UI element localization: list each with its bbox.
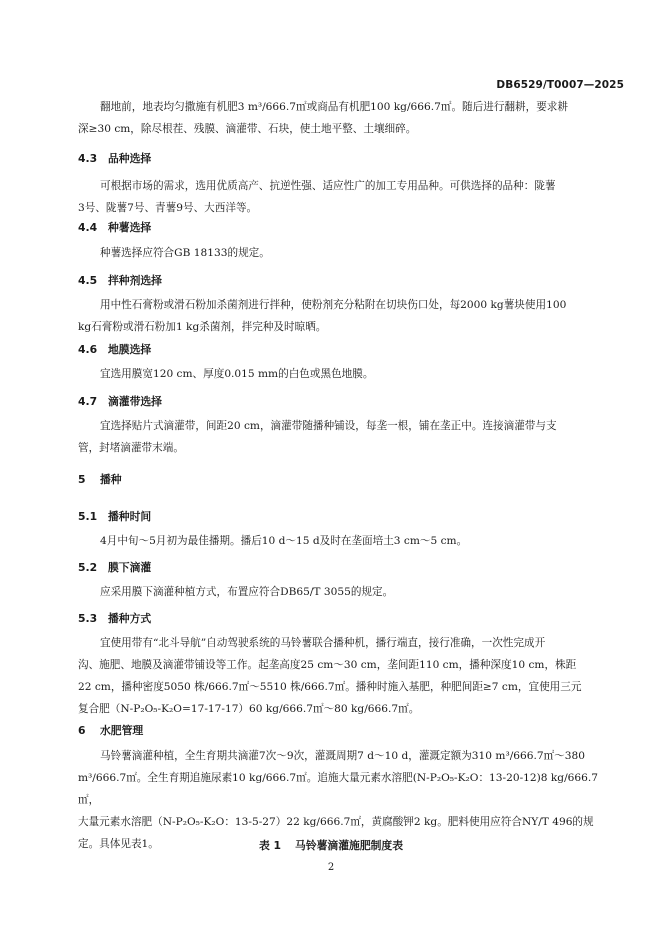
section-5-heading xyxy=(78,472,122,487)
section-4-6-heading xyxy=(78,342,151,357)
text-line: 大量元素水溶肥（N-P₂O₅-K₂O：13-5-27）22 kg/666.7㎡，黄腐酸钾2 kg。肥料使用应符合NY/T 496的规 xyxy=(78,816,594,828)
text-line: 马铃薯滴灌种植，全生育期共滴灌7次～9次，灌溉周期7 d～10 d，灌溉定额为310 m³/666.7㎡～380 xyxy=(100,750,585,762)
text-line: 沟、施肥、地膜及滴灌带铺设等工作。起垄高度25 cm～30 cm，垄间距110 cm，播种深度10 cm，株距 xyxy=(78,659,577,671)
section-title: 滴灌带选择 xyxy=(108,395,162,408)
section-4-7-heading xyxy=(78,394,162,409)
section-4-3-heading xyxy=(78,151,151,166)
section-title: 地膜选择 xyxy=(108,343,152,356)
section-title: 播种 xyxy=(100,473,122,486)
table-caption xyxy=(0,838,662,853)
section-title: 膜下滴灌 xyxy=(108,561,152,574)
section-number: 4.5 xyxy=(78,274,98,287)
table-number: 表 1 xyxy=(258,839,282,852)
section-4-5-heading xyxy=(78,273,162,288)
section-number: 4.4 xyxy=(78,221,98,234)
text-line: m³/666.7㎡。全生育期追施尿素10 kg/666.7㎡。追施大量元素水溶肥(N-P₂O₅-K₂O：13-20-12)8 kg/666.7㎡， xyxy=(78,772,598,806)
document-id: DB6529/T0007—2025 xyxy=(496,79,624,91)
section-number: 4.6 xyxy=(78,343,98,356)
section-5-3-body xyxy=(78,632,598,720)
section-number: 5.1 xyxy=(78,510,98,523)
text-line: 管，封堵滴灌带末端。 xyxy=(78,442,184,454)
text-line: 22 cm，播种密度5050 株/666.7㎡～5510 株/666.7㎡。播种时施入基肥，种肥间距≥7 cm，宜使用三元 xyxy=(78,681,582,693)
text-line: 复合肥（N-P₂O₅-K₂O=17-17-17）60 kg/666.7㎡～80 kg/666.7㎡。 xyxy=(78,703,420,715)
section-4-5-body xyxy=(78,294,598,338)
table-title: 马铃薯滴灌施肥制度表 xyxy=(295,839,404,852)
section-title: 种薯选择 xyxy=(108,221,152,234)
section-number: 6 xyxy=(78,724,86,737)
section-title: 拌种剂选择 xyxy=(108,274,162,287)
section-5-2-body xyxy=(78,581,598,603)
text-line: 3号、陇薯7号、青薯9号、大西洋等。 xyxy=(78,202,258,214)
intro-paragraph xyxy=(78,96,598,140)
section-6-heading xyxy=(78,723,143,738)
section-title: 播种方式 xyxy=(108,612,152,625)
section-number: 4.3 xyxy=(78,152,98,165)
text-line: kg石膏粉或滑石粉加1 kg杀菌剂，拌完种及时晾晒。 xyxy=(78,321,327,333)
section-5-2-heading xyxy=(78,560,151,575)
text-line: 种薯选择应符合GB 18133的规定。 xyxy=(100,247,270,259)
text-line: 宜选用膜宽120 cm、厚度0.015 mm的白色或黑色地膜。 xyxy=(100,368,374,380)
section-title: 播种时间 xyxy=(108,510,152,523)
section-title: 品种选择 xyxy=(108,152,152,165)
text-line: 宜使用带有“北斗导航”自动驾驶系统的马铃薯联合播种机，播行端直，接行准确，一次性完成开 xyxy=(100,637,546,649)
text-line: 用中性石膏粉或滑石粉加杀菌剂进行拌种，使粉剂充分粘附在切块伤口处，每2000 kg薯块使用100 xyxy=(100,299,567,311)
section-number: 5.2 xyxy=(78,561,98,574)
page-number: 2 xyxy=(327,862,335,873)
text-line: 定。具体见表1。 xyxy=(78,838,159,850)
section-number: 5 xyxy=(78,473,86,486)
section-4-3-body xyxy=(78,175,598,219)
section-number: 5.3 xyxy=(78,612,98,625)
text-line: 翻地前，地表均匀撒施有机肥3 m³/666.7㎡或商品有机肥100 kg/666.7㎡。随后进行翻耕，要求耕 xyxy=(100,101,568,113)
section-4-6-body xyxy=(78,363,598,385)
text-line: 可根据市场的需求，选用优质高产、抗逆性强、适应性广的加工专用品种。可供选择的品种：陇薯 xyxy=(100,180,556,192)
section-number: 4.7 xyxy=(78,395,98,408)
section-title: 水肥管理 xyxy=(100,724,144,737)
section-5-1-heading xyxy=(78,509,151,524)
text-line: 应采用膜下滴灌种植方式，布置应符合DB65/T 3055的规定。 xyxy=(100,586,394,598)
section-5-1-body xyxy=(78,530,598,552)
section-4-4-heading xyxy=(78,220,151,235)
section-4-7-body xyxy=(78,415,598,459)
section-4-4-body xyxy=(78,242,598,264)
section-5-3-heading xyxy=(78,611,151,626)
text-line: 4月中旬～5月初为最佳播期。播后10 d～15 d及时在垄面培土3 cm～5 cm。 xyxy=(100,535,468,547)
text-line: 深≥30 cm，除尽根茬、残膜、滴灌带、石块，使土地平整、土壤细碎。 xyxy=(78,123,417,135)
text-line: 宜选择贴片式滴灌带，间距20 cm，滴灌带随播种铺设，每垄一根，铺在垄正中。连接滴灌带与支 xyxy=(100,420,557,432)
